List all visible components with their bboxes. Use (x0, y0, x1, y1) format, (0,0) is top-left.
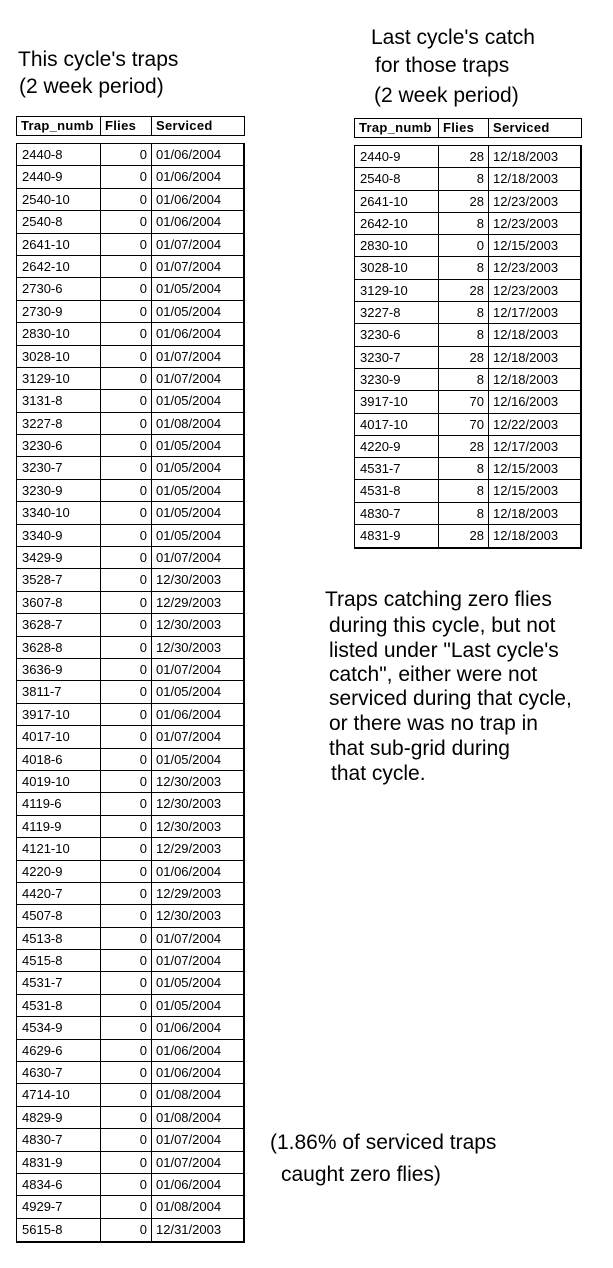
cell-trap-number: 4119-6 (17, 793, 101, 814)
cell-flies: 0 (101, 278, 152, 299)
cell-flies: 0 (101, 413, 152, 434)
cell-serviced: 12/18/2003 (493, 371, 559, 387)
table-row (17, 502, 243, 524)
cell-serviced: 01/06/2004 (156, 1065, 222, 1081)
footnote-line2: caught zero flies) (281, 1163, 441, 1186)
cell-serviced: 12/23/2003 (493, 215, 559, 231)
cell-flies: 8 (439, 168, 489, 189)
cell-serviced: 12/17/2003 (493, 305, 559, 321)
table-row (17, 1219, 243, 1241)
cell-serviced: 01/08/2004 (156, 1199, 222, 1215)
table-row (17, 323, 243, 345)
cell-serviced: 12/18/2003 (493, 505, 559, 521)
cell-flies: 0 (101, 749, 152, 770)
table-row (17, 972, 243, 994)
table-row (355, 436, 580, 458)
cell-flies: 0 (439, 235, 489, 256)
cell-trap-number: 2440-9 (355, 146, 439, 167)
table-row (17, 749, 243, 771)
cell-serviced: 01/05/2004 (156, 303, 222, 319)
cell-flies: 0 (101, 681, 152, 702)
note-line: during this cycle, but not (329, 614, 556, 637)
cell-flies: 0 (101, 1017, 152, 1038)
cell-trap-number: 2440-8 (17, 144, 101, 165)
footnote-line1: (1.86% of serviced traps (270, 1131, 497, 1154)
table-row (17, 1129, 243, 1151)
cell-serviced: 12/15/2003 (493, 238, 559, 254)
table-row (17, 256, 243, 278)
cell-trap-number: 5615-8 (17, 1219, 101, 1241)
cell-flies: 0 (101, 726, 152, 747)
cell-flies: 0 (101, 502, 152, 523)
table-row (17, 390, 243, 412)
left-title-line2: (2 week period) (19, 75, 164, 98)
cell-trap-number: 3628-8 (17, 637, 101, 658)
table-row (17, 928, 243, 950)
cell-trap-number: 4420-7 (17, 883, 101, 904)
cell-flies: 0 (101, 793, 152, 814)
cell-flies: 8 (439, 302, 489, 323)
note-line: listed under "Last cycle's (329, 639, 559, 662)
table-row (17, 659, 243, 681)
cell-flies: 8 (439, 480, 489, 501)
cell-serviced: 12/18/2003 (493, 327, 559, 343)
table-row (355, 480, 580, 502)
cell-flies: 8 (439, 324, 489, 345)
cell-serviced: 01/06/2004 (156, 214, 222, 230)
cell-flies: 0 (101, 1196, 152, 1217)
cell-trap-number: 2830-10 (355, 235, 439, 256)
cell-serviced: 01/06/2004 (156, 169, 222, 185)
cell-serviced: 12/18/2003 (493, 349, 559, 365)
cell-flies: 0 (101, 457, 152, 478)
right-table-header (354, 118, 582, 138)
cell-flies: 0 (101, 614, 152, 635)
cell-serviced: 12/18/2003 (493, 149, 559, 164)
cell-trap-number: 3227-8 (355, 302, 439, 323)
table-row (355, 503, 580, 525)
cell-trap-number: 3028-10 (17, 346, 101, 367)
cell-flies: 0 (101, 1107, 152, 1128)
cell-flies: 70 (439, 414, 489, 435)
cell-serviced: 12/29/2003 (156, 885, 222, 901)
table-row (17, 1017, 243, 1039)
column-header-serviced: Serviced (493, 120, 550, 135)
cell-serviced: 01/05/2004 (156, 751, 222, 767)
cell-trap-number: 2642-10 (17, 256, 101, 277)
cell-serviced: 12/30/2003 (156, 639, 222, 655)
table-row (17, 144, 243, 166)
table-row (17, 950, 243, 972)
cell-flies: 0 (101, 905, 152, 926)
cell-trap-number: 4515-8 (17, 950, 101, 971)
cell-trap-number: 4531-8 (355, 480, 439, 501)
cell-trap-number: 2830-10 (17, 323, 101, 344)
cell-flies: 0 (101, 189, 152, 210)
cell-trap-number: 3129-10 (355, 280, 439, 301)
table-row (17, 234, 243, 256)
cell-serviced: 01/06/2004 (156, 1176, 222, 1192)
left-title-line1: This cycle's traps (18, 48, 179, 71)
table-row (17, 1040, 243, 1062)
left-table-header (16, 116, 245, 136)
cell-serviced: 12/30/2003 (156, 773, 222, 789)
cell-serviced: 12/15/2003 (493, 461, 559, 477)
cell-flies: 8 (439, 458, 489, 479)
table-row (17, 547, 243, 569)
cell-trap-number: 2641-10 (355, 191, 439, 212)
table-row (355, 391, 580, 413)
cell-trap-number: 3636-9 (17, 659, 101, 680)
table-row (355, 280, 580, 302)
table-row (17, 457, 243, 479)
table-row (17, 301, 243, 323)
note-line: Traps catching zero flies (325, 588, 552, 611)
cell-trap-number: 2642-10 (355, 213, 439, 234)
cell-flies: 0 (101, 1219, 152, 1241)
note-line: that cycle. (331, 762, 426, 785)
cell-serviced: 01/07/2004 (156, 729, 222, 745)
cell-trap-number: 4929-7 (17, 1196, 101, 1217)
note-line: or there was no trap in (329, 712, 538, 735)
left-table-body (16, 143, 245, 1243)
right-title-line3: (2 week period) (374, 84, 519, 107)
cell-serviced: 12/16/2003 (493, 394, 559, 410)
cell-serviced: 12/29/2003 (156, 594, 222, 610)
table-row (355, 302, 580, 324)
cell-trap-number: 3230-7 (17, 457, 101, 478)
table-row (17, 211, 243, 233)
cell-flies: 0 (101, 144, 152, 165)
cell-serviced: 12/15/2003 (493, 483, 559, 499)
cell-trap-number: 4220-9 (17, 861, 101, 882)
cell-flies: 0 (101, 301, 152, 322)
cell-serviced: 01/06/2004 (156, 706, 222, 722)
cell-trap-number: 3230-6 (17, 435, 101, 456)
cell-serviced: 01/05/2004 (156, 281, 222, 297)
cell-flies: 0 (101, 995, 152, 1016)
table-row (17, 278, 243, 300)
cell-trap-number: 3230-6 (355, 324, 439, 345)
cell-serviced: 12/22/2003 (493, 416, 559, 432)
cell-flies: 0 (101, 368, 152, 389)
cell-trap-number: 2540-8 (355, 168, 439, 189)
cell-trap-number: 3607-8 (17, 592, 101, 613)
table-row (17, 525, 243, 547)
cell-serviced: 01/05/2004 (156, 505, 222, 521)
cell-serviced: 01/05/2004 (156, 393, 222, 409)
table-row (17, 1196, 243, 1218)
cell-flies: 70 (439, 391, 489, 412)
table-row (17, 569, 243, 591)
cell-flies: 8 (439, 213, 489, 234)
cell-trap-number: 4531-8 (17, 995, 101, 1016)
table-row (17, 861, 243, 883)
cell-serviced: 01/07/2004 (156, 1154, 222, 1170)
column-header-trap-number: Trap_numb (355, 119, 439, 137)
cell-flies: 0 (101, 928, 152, 949)
cell-flies: 0 (101, 592, 152, 613)
table-row (17, 681, 243, 703)
cell-flies: 0 (101, 323, 152, 344)
cell-trap-number: 2540-10 (17, 189, 101, 210)
table-row (17, 1084, 243, 1106)
cell-serviced: 01/06/2004 (156, 1020, 222, 1036)
cell-trap-number: 4834-6 (17, 1174, 101, 1195)
cell-flies: 0 (101, 256, 152, 277)
table-row (17, 1107, 243, 1129)
cell-flies: 28 (439, 191, 489, 212)
cell-trap-number: 4017-10 (17, 726, 101, 747)
cell-serviced: 01/08/2004 (156, 415, 222, 431)
column-header-serviced: Serviced (156, 118, 213, 133)
cell-serviced: 12/17/2003 (493, 438, 559, 454)
cell-flies: 0 (101, 838, 152, 859)
table-row (17, 771, 243, 793)
table-row (17, 413, 243, 435)
table-row (355, 347, 580, 369)
cell-flies: 0 (101, 637, 152, 658)
cell-trap-number: 3340-10 (17, 502, 101, 523)
cell-trap-number: 4121-10 (17, 838, 101, 859)
table-row (17, 1062, 243, 1084)
cell-serviced: 01/07/2004 (156, 930, 222, 946)
cell-flies: 0 (101, 883, 152, 904)
cell-flies: 0 (101, 1040, 152, 1061)
cell-flies: 8 (439, 257, 489, 278)
table-row (17, 726, 243, 748)
cell-serviced: 01/08/2004 (156, 1109, 222, 1125)
cell-serviced: 01/05/2004 (156, 684, 222, 700)
cell-flies: 0 (101, 547, 152, 568)
cell-trap-number: 4531-7 (17, 972, 101, 993)
cell-flies: 0 (101, 234, 152, 255)
table-row (355, 191, 580, 213)
cell-trap-number: 4018-6 (17, 749, 101, 770)
table-row (355, 458, 580, 480)
cell-flies: 0 (101, 972, 152, 993)
table-row (17, 704, 243, 726)
cell-trap-number: 4220-9 (355, 436, 439, 457)
table-row (355, 235, 580, 257)
cell-trap-number: 3628-7 (17, 614, 101, 635)
table-row (17, 637, 243, 659)
cell-serviced: 01/05/2004 (156, 527, 222, 543)
table-row (355, 146, 580, 168)
cell-flies: 0 (101, 659, 152, 680)
cell-flies: 0 (101, 1129, 152, 1150)
cell-trap-number: 3230-9 (17, 480, 101, 501)
note-line: serviced during that cycle, (329, 687, 572, 710)
cell-trap-number: 4630-7 (17, 1062, 101, 1083)
table-row (17, 368, 243, 390)
column-header-trap-number: Trap_numb (17, 117, 101, 135)
right-title-line1: Last cycle's catch (371, 26, 535, 49)
cell-trap-number: 3917-10 (355, 391, 439, 412)
cell-flies: 0 (101, 480, 152, 501)
table-row (17, 480, 243, 502)
cell-flies: 0 (101, 704, 152, 725)
cell-serviced: 12/30/2003 (156, 796, 222, 812)
cell-serviced: 12/29/2003 (156, 841, 222, 857)
cell-flies: 0 (101, 435, 152, 456)
cell-trap-number: 3028-10 (355, 257, 439, 278)
column-header-flies: Flies (101, 117, 152, 135)
cell-trap-number: 4119-9 (17, 816, 101, 837)
cell-trap-number: 4629-6 (17, 1040, 101, 1061)
cell-trap-number: 2730-6 (17, 278, 101, 299)
cell-serviced: 12/30/2003 (156, 818, 222, 834)
cell-trap-number: 2641-10 (17, 234, 101, 255)
cell-serviced: 01/07/2004 (156, 550, 222, 566)
cell-trap-number: 4513-8 (17, 928, 101, 949)
cell-serviced: 01/07/2004 (156, 953, 222, 969)
cell-serviced: 01/06/2004 (156, 326, 222, 342)
cell-trap-number: 4829-9 (17, 1107, 101, 1128)
table-row (17, 838, 243, 860)
cell-serviced: 12/30/2003 (156, 617, 222, 633)
cell-flies: 0 (101, 861, 152, 882)
table-row (355, 369, 580, 391)
cell-serviced: 01/05/2004 (156, 975, 222, 991)
note-line: catch", either were not (329, 663, 538, 686)
cell-trap-number: 2440-9 (17, 166, 101, 187)
cell-flies: 0 (101, 816, 152, 837)
table-row (17, 435, 243, 457)
table-row (355, 324, 580, 346)
cell-flies: 0 (101, 569, 152, 590)
cell-serviced: 12/18/2003 (493, 528, 559, 544)
table-row (17, 189, 243, 211)
cell-trap-number: 4830-7 (355, 503, 439, 524)
cell-trap-number: 3340-9 (17, 525, 101, 546)
cell-flies: 28 (439, 525, 489, 547)
cell-serviced: 01/06/2004 (156, 863, 222, 879)
table-row (355, 257, 580, 279)
cell-serviced: 01/07/2004 (156, 258, 222, 274)
cell-trap-number: 4019-10 (17, 771, 101, 792)
cell-serviced: 01/05/2004 (156, 997, 222, 1013)
cell-serviced: 01/07/2004 (156, 661, 222, 677)
cell-trap-number: 3129-10 (17, 368, 101, 389)
cell-flies: 0 (101, 1084, 152, 1105)
table-row (17, 816, 243, 838)
cell-flies: 8 (439, 369, 489, 390)
cell-trap-number: 2730-9 (17, 301, 101, 322)
cell-flies: 0 (101, 950, 152, 971)
cell-serviced: 01/08/2004 (156, 1087, 222, 1103)
table-row (355, 213, 580, 235)
cell-flies: 0 (101, 346, 152, 367)
cell-trap-number: 4831-9 (355, 525, 439, 547)
cell-serviced: 01/06/2004 (156, 191, 222, 207)
cell-trap-number: 4017-10 (355, 414, 439, 435)
cell-trap-number: 4830-7 (17, 1129, 101, 1150)
cell-flies: 0 (101, 390, 152, 411)
cell-serviced: 12/23/2003 (493, 260, 559, 276)
cell-flies: 28 (439, 347, 489, 368)
right-table-body (354, 145, 582, 549)
table-row (355, 168, 580, 190)
cell-trap-number: 3811-7 (17, 681, 101, 702)
cell-trap-number: 4531-7 (355, 458, 439, 479)
table-row (17, 592, 243, 614)
table-row (17, 905, 243, 927)
cell-serviced: 01/06/2004 (156, 147, 222, 162)
cell-trap-number: 3429-9 (17, 547, 101, 568)
cell-trap-number: 4534-9 (17, 1017, 101, 1038)
cell-trap-number: 3230-7 (355, 347, 439, 368)
cell-serviced: 12/30/2003 (156, 572, 222, 588)
table-row (355, 525, 580, 547)
table-row (17, 1174, 243, 1196)
table-row (17, 614, 243, 636)
cell-trap-number: 2540-8 (17, 211, 101, 232)
cell-serviced: 01/05/2004 (156, 460, 222, 476)
cell-serviced: 01/05/2004 (156, 438, 222, 454)
note-line: that sub-grid during (329, 737, 510, 760)
table-row (17, 346, 243, 368)
cell-trap-number: 4831-9 (17, 1152, 101, 1173)
cell-serviced: 01/07/2004 (156, 348, 222, 364)
right-title-line2: for those traps (375, 54, 510, 77)
table-row (17, 793, 243, 815)
cell-trap-number: 3528-7 (17, 569, 101, 590)
cell-flies: 28 (439, 280, 489, 301)
cell-flies: 28 (439, 146, 489, 167)
cell-flies: 0 (101, 1062, 152, 1083)
cell-trap-number: 3131-8 (17, 390, 101, 411)
cell-serviced: 01/07/2004 (156, 1132, 222, 1148)
table-row (355, 414, 580, 436)
table-row (17, 1152, 243, 1174)
table-row (17, 883, 243, 905)
cell-flies: 0 (101, 1152, 152, 1173)
cell-serviced: 12/18/2003 (493, 171, 559, 187)
cell-serviced: 01/07/2004 (156, 236, 222, 252)
table-row (17, 166, 243, 188)
table-row (17, 995, 243, 1017)
cell-trap-number: 3917-10 (17, 704, 101, 725)
cell-flies: 28 (439, 436, 489, 457)
cell-trap-number: 3230-9 (355, 369, 439, 390)
cell-flies: 0 (101, 166, 152, 187)
cell-trap-number: 3227-8 (17, 413, 101, 434)
cell-serviced: 12/23/2003 (493, 282, 559, 298)
cell-flies: 0 (101, 771, 152, 792)
cell-serviced: 12/30/2003 (156, 908, 222, 924)
cell-trap-number: 4714-10 (17, 1084, 101, 1105)
column-header-flies: Flies (439, 119, 489, 137)
cell-serviced: 01/06/2004 (156, 1042, 222, 1058)
cell-flies: 0 (101, 211, 152, 232)
cell-flies: 0 (101, 525, 152, 546)
cell-trap-number: 4507-8 (17, 905, 101, 926)
cell-flies: 8 (439, 503, 489, 524)
cell-serviced: 12/23/2003 (493, 193, 559, 209)
cell-serviced: 01/05/2004 (156, 482, 222, 498)
cell-flies: 0 (101, 1174, 152, 1195)
cell-serviced: 01/07/2004 (156, 370, 222, 386)
cell-serviced: 12/31/2003 (156, 1221, 222, 1237)
